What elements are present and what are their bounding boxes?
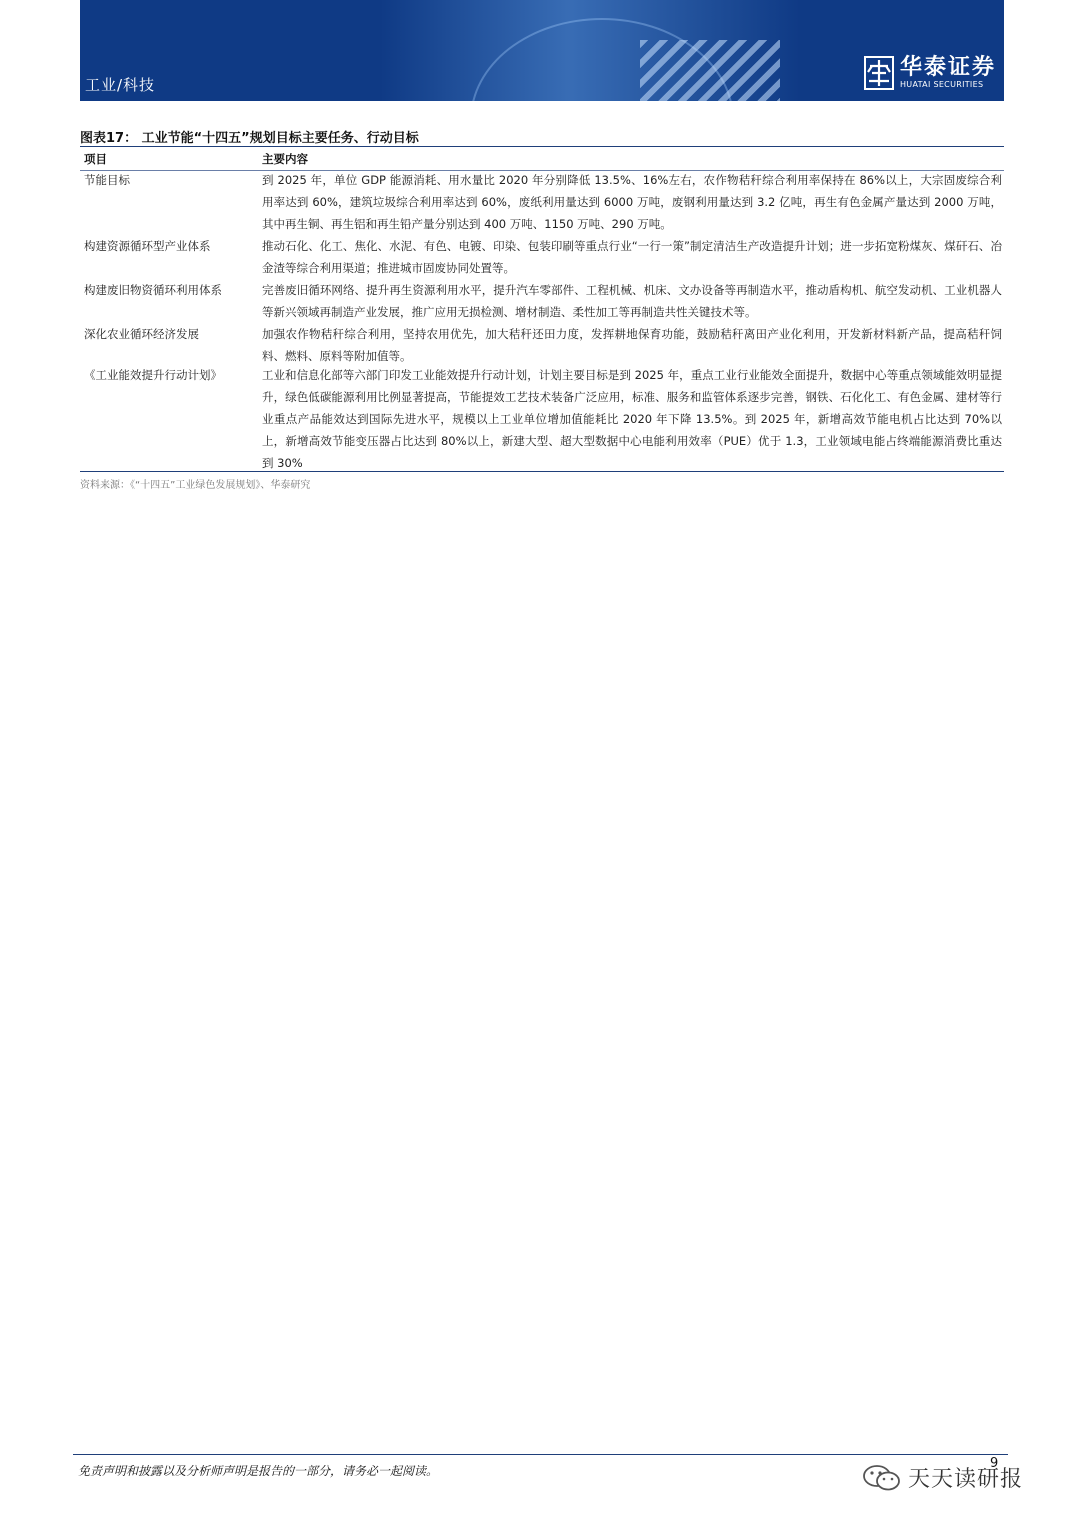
page-header bbox=[80, 0, 1004, 101]
row-content: 加强农作物秸秆综合利用，坚持农用优先，加大秸秆还田力度，发挥耕地保育功能，鼓励秸秆离田产业化利用，开发新材料新产品，提高秸秆饲料、燃料、原料等附加值等。 bbox=[262, 327, 1002, 363]
wechat-icon bbox=[862, 1463, 902, 1493]
row-content: 完善废旧循环网络、提升再生资源利用水平，提升汽车零部件、工程机械、机床、文办设备等再制造水平，推动盾构机、航空发动机、工业机器人等新兴领域再制造产业发展，推广应用无损检测、增材制造、柔性加工等再制造共性关键技术等。 bbox=[262, 283, 1002, 319]
page-number: 9 bbox=[990, 1456, 999, 1471]
row-content: 工业和信息化部等六部门印发工业能效提升行动计划，计划主要目标是到 2025 年，重点工业行业能效全面提升，数据中心等重点领域能效明显提升，绿色低碳能源利用比例显著提高，节能提效工艺技术装备广泛应用，标准、服务和监管体系逐步完善，钢铁、石化化工、有色金属、建材等行业重点产品能效达到国际先进水平，规模以上工业单位增加值能耗比 2020 年下降 13.5%。到 2025 年，新增高效节能电机占比达到 70%以上，新增高效节能变压器占比达到 80%以上，新建大型、超大型数据中心电能利用效率（PUE）优于 1.3，工业领域电能占终端能源消费比重达到 30% bbox=[262, 368, 1002, 470]
header-stripe-decoration bbox=[640, 40, 780, 101]
footer-rule bbox=[73, 1454, 1008, 1455]
column-header-item: 项目 bbox=[84, 152, 107, 166]
row-item: 构建资源循环型产业体系 bbox=[84, 239, 211, 253]
column-header-content: 主要内容 bbox=[262, 152, 308, 166]
huatai-logo bbox=[864, 56, 996, 90]
huatai-logo-icon bbox=[864, 56, 894, 90]
section-label: 工业/科技 bbox=[85, 76, 156, 94]
row-item: 《工业能效提升行动计划》 bbox=[84, 368, 222, 382]
row-content: 到 2025 年，单位 GDP 能源消耗、用水量比 2020 年分别降低 13.5%、16%左右，农作物秸秆综合利用率保持在 86%以上，大宗固废综合利用率达到 60%，建筑垃圾综合利用率达到 60%，废纸利用量达到 6000 万吨，废钢利用量达到 3.2 亿吨，再生有色金属产量达到 2000 万吨，其中再生铜、再生铝和再生铅产量分别达到 400 万吨、1150 万吨、290 万吨。 bbox=[262, 173, 1002, 231]
logo-chinese-name: 华泰证券 bbox=[899, 55, 996, 80]
disclaimer-note: 免责声明和披露以及分析师声明是报告的一部分，请务必一起阅读。 bbox=[78, 1464, 439, 1478]
figure-title: 图表17： 工业节能“十四五”规划目标主要任务、行动目标 bbox=[80, 131, 419, 146]
row-item: 深化农业循环经济发展 bbox=[84, 327, 199, 341]
row-item: 节能目标 bbox=[84, 173, 130, 187]
row-item: 构建废旧物资循环利用体系 bbox=[84, 283, 222, 297]
row-content: 推动石化、化工、焦化、水泥、有色、电镀、印染、包装印刷等重点行业“一行一策”制定清洁生产改造提升计划；进一步拓宽粉煤灰、煤矸石、冶金渣等综合利用渠道；推进城市固废协同处置等。 bbox=[262, 239, 1002, 275]
logo-english-name: HUATAI SECURITIES bbox=[899, 80, 984, 89]
table-bottom-rule bbox=[80, 471, 1004, 472]
watermark-text: 天天读研报 bbox=[908, 1467, 1024, 1492]
table-top-rule bbox=[80, 146, 1004, 147]
watermark bbox=[862, 1462, 1023, 1493]
source-note: 资料来源：《“十四五”工业绿色发展规划》、华泰研究 bbox=[80, 480, 311, 491]
